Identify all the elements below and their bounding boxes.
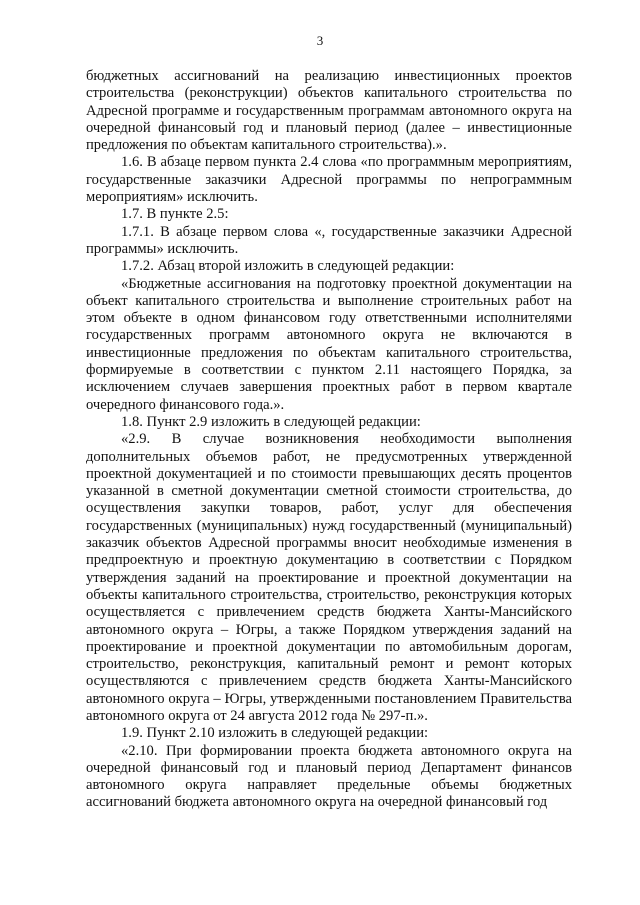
paragraph-1-8: 1.8. Пункт 2.9 изложить в следующей редакции: bbox=[121, 413, 421, 430]
paragraph-1-7: 1.7. В пункте 2.5: bbox=[121, 206, 229, 223]
paragraph-1-7-2: 1.7.2. Абзац второй изложить в следующей редакции: bbox=[121, 258, 455, 275]
paragraph-continuation: бюджетных ассигнований на реализацию инвестиционных проектов строительства (реконструкции) объектов капитального строительства по Адресной программе и государственным программам автономного округа на очередной финансовый год и плановый период (далее – инвестиционные предложения по объектам капитального строительства).». bbox=[86, 68, 572, 154]
paragraph-quote-2-10: «2.10. При формировании проекта бюджета автономного округа на очередной финансовый год и плановый период Департамент финансов автономного округа направляет предельные объемы бюджетных ассигнований бюджета автономного округа на очередной финансовый год bbox=[86, 742, 572, 811]
document-body bbox=[86, 68, 572, 812]
paragraph-quote-2-9: «2.9. В случае возникновения необходимости выполнения дополнительных объемов работ, не предусмотренных утвержденной проектной документацией и по стоимости превышающих десять процентов указанной в сметной документации сметной стоимости строительства, до осуществления закупки товаров, работ, услуг для обеспечения государственных (муниципальных) нужд государственный (муниципальный) заказчик объектов Адресной программы вносит необходимые изменения в предпроектную и проектную документацию в соответствии с Порядком утверждения заданий на проектирование и проектной документации на объекты капитального строительства, строительство, реконструкция которых осуществляется с привлечением средств бюджета Ханты-Мансийского автономного округа – Югры, а также Порядком утверждения заданий на проектирование и проектной документации по автомобильным дорогам, строительство, реконструкция, капитальный ремонт и ремонт которых осуществляются с привлечением средств бюджета Ханты-Мансийского автономного округа – Югры, утвержденными постановлением Правительства автономного округа от 24 августа 2012 года № 297-п.». bbox=[86, 431, 572, 724]
paragraph-1-7-1: 1.7.1. В абзаце первом слова «, государственные заказчики Адресной программы» исключить. bbox=[86, 223, 572, 257]
paragraph-quote-budget: «Бюджетные ассигнования на подготовку проектной документации на объект капитального строительства и выполнение строительных работ на этом объекте в одном финансовом году ответственными исполнителями государственных программ автономного округа не включаются в инвестиционные предложения по объектам капитального строительства, формируемые в соответствии с пунктом 2.11 настоящего Порядка, за исключением случаев завершения проектных работ в первом квартале очередного финансового года.». bbox=[86, 275, 572, 413]
paragraph-1-9: 1.9. Пункт 2.10 изложить в следующей редакции: bbox=[121, 725, 429, 742]
paragraph-1-6: 1.6. В абзаце первом пункта 2.4 слова «по программным мероприятиям, государственные заказчики Адресной программы по непрограммным мероприятиям» исключить. bbox=[86, 154, 572, 206]
page-number: 3 bbox=[316, 33, 324, 48]
